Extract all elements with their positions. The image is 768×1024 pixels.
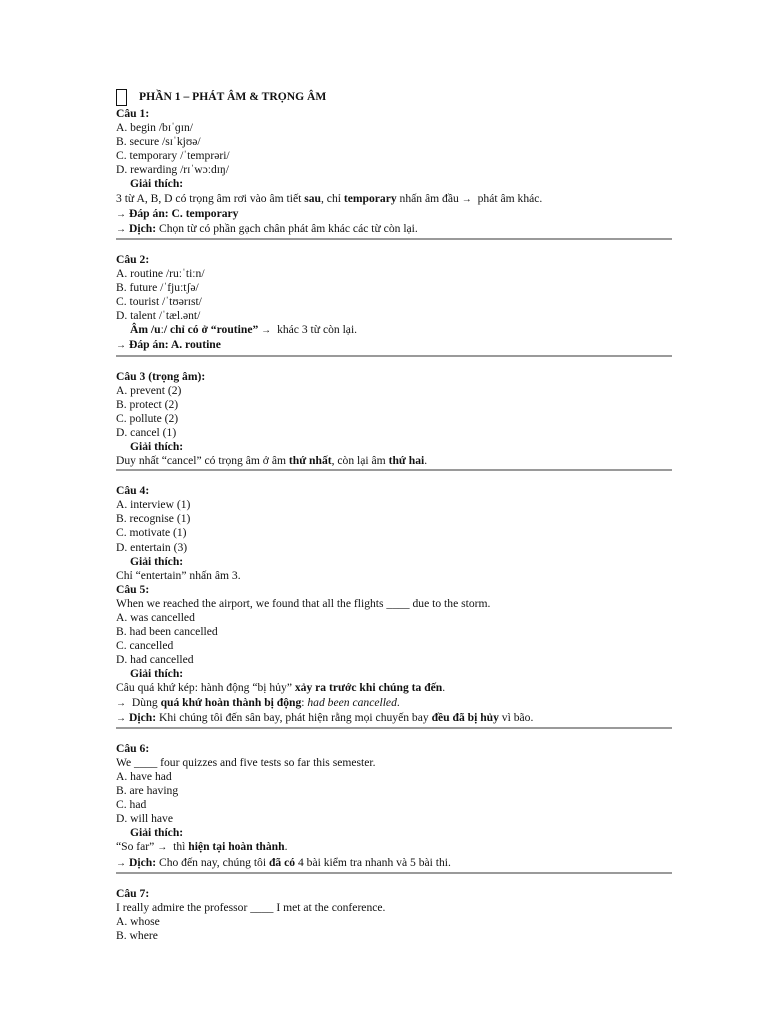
explanation-text: Duy nhất “cancel” có trọng âm ở âm thứ nhất, còn lại âm thứ hai.	[116, 454, 428, 468]
option-c: C. had	[116, 798, 147, 812]
divider	[116, 238, 672, 240]
question-5	[116, 583, 672, 729]
explanation-text: “So far” → thì hiện tại hoàn thành.	[116, 840, 288, 854]
option-d: D. rewarding /rɪˈwɔːdɪŋ/	[116, 163, 229, 177]
question-title: Câu 3 (trọng âm):	[116, 369, 206, 383]
translation-line: → Dịch: Khi chúng tôi đến sân bay, phát hiện rằng mọi chuyến bay đều đã bị hủy vì bão.	[116, 710, 534, 724]
arrow-icon: →	[116, 697, 126, 709]
option-b: B. future /ˈfjuːtʃə/	[116, 281, 199, 295]
translation-line: → Dịch: Chọn từ có phần gạch chân phát âm khác các từ còn lại.	[116, 221, 418, 235]
question-title: Câu 4:	[116, 484, 150, 498]
explanation-label: Giải thích:	[130, 826, 184, 840]
option-d: D. cancel (1)	[116, 425, 177, 439]
arrow-icon: →	[116, 208, 126, 220]
question-2	[116, 253, 672, 357]
option-a: A. begin /bɪˈɡɪn/	[116, 121, 193, 135]
option-b: B. had been cancelled	[116, 625, 218, 639]
divider	[116, 469, 672, 471]
option-a: A. routine /ruːˈtiːn/	[116, 266, 205, 280]
explanation-label: Giải thích:	[130, 439, 184, 453]
option-c: C. motivate (1)	[116, 526, 187, 540]
divider	[116, 872, 672, 874]
option-a: A. whose	[116, 914, 160, 928]
usage-line: → Dùng quá khứ hoàn thành bị động: had been cancelled.	[116, 695, 400, 709]
section-title: PHẦN 1 – PHÁT ÂM & TRỌNG ÂM	[139, 90, 327, 104]
question-1	[116, 107, 672, 240]
arrow-icon: →	[116, 857, 126, 869]
question-7	[116, 887, 672, 943]
explanation-text: 3 từ A, B, D có trọng âm rơi vào âm tiết sau, chỉ temporary nhấn âm đầu → phát âm khác.	[116, 191, 543, 205]
option-a: A. prevent (2)	[116, 383, 182, 397]
option-d: D. entertain (3)	[116, 540, 188, 554]
translation-line: → Dịch: Cho đến nay, chúng tôi đã có 4 bài kiểm tra nhanh và 5 bài thi.	[116, 855, 451, 869]
option-c: C. cancelled	[116, 639, 174, 653]
arrow-icon: →	[261, 325, 272, 337]
option-b: B. are having	[116, 784, 179, 798]
option-d: D. will have	[116, 812, 173, 826]
arrow-icon: →	[157, 842, 168, 854]
question-title: Câu 7:	[116, 886, 150, 900]
option-b: B. where	[116, 928, 158, 942]
answer-line: → Đáp án: A. routine	[116, 338, 221, 352]
question-4	[116, 484, 672, 583]
option-c: C. tourist /ˈtʊərɪst/	[116, 295, 202, 309]
option-c: C. temporary /ˈtemprəri/	[116, 149, 230, 163]
question-text: I really admire the professor ____ I met at the conference.	[116, 900, 386, 914]
option-d: D. talent /ˈtæl.ənt/	[116, 309, 201, 323]
question-title: Câu 5:	[116, 582, 150, 596]
explanation-text: Âm /uː/ chỉ có ở “routine” → khác 3 từ còn lại.	[130, 323, 358, 337]
option-d: D. had cancelled	[116, 653, 194, 667]
explanation-label: Giải thích:	[130, 554, 184, 568]
question-title: Câu 2:	[116, 252, 150, 266]
option-b: B. secure /sɪˈkjʊə/	[116, 135, 201, 149]
divider	[116, 355, 672, 357]
arrow-icon: →	[116, 340, 126, 352]
option-c: C. pollute (2)	[116, 411, 179, 425]
explanation-text: Chỉ “entertain” nhấn âm 3.	[116, 568, 241, 582]
question-text: We ____ four quizzes and five tests so far this semester.	[116, 755, 376, 769]
arrow-icon: →	[116, 223, 126, 235]
divider	[116, 727, 672, 729]
question-text: When we reached the airport, we found that all the flights ____ due to the storm.	[116, 596, 491, 610]
explanation-label: Giải thích:	[130, 177, 184, 191]
explanation-text: Câu quá khứ kép: hành động “bị hủy” xảy ra trước khi chúng ta đến.	[116, 681, 446, 695]
section-heading	[116, 89, 672, 106]
document-body	[116, 89, 672, 943]
question-6	[116, 742, 672, 874]
option-a: A. interview (1)	[116, 498, 191, 512]
answer-line: → Đáp án: C. temporary	[116, 206, 239, 220]
option-b: B. protect (2)	[116, 397, 179, 411]
arrow-icon: →	[116, 712, 126, 724]
option-a: A. have had	[116, 769, 172, 783]
arrow-icon: →	[461, 193, 472, 205]
box-icon	[116, 89, 127, 106]
option-a: A. was cancelled	[116, 611, 195, 624]
question-3	[116, 370, 672, 472]
question-title: Câu 6:	[116, 741, 150, 755]
question-title: Câu 1:	[116, 107, 150, 120]
option-b: B. recognise (1)	[116, 512, 191, 526]
explanation-label: Giải thích:	[130, 667, 184, 681]
